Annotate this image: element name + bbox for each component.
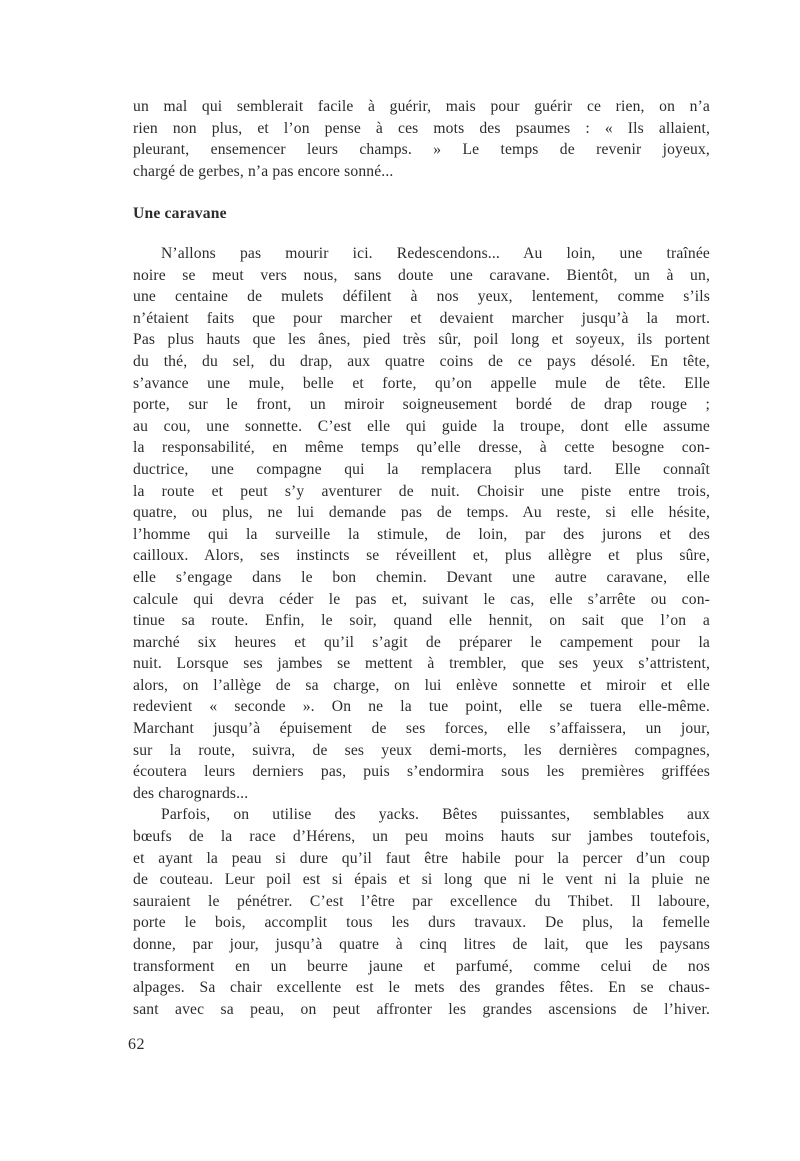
paragraph-yacks [133, 804, 710, 1020]
text-line: Pas plus hauts que les ânes, pied très sûr, poil long et soyeux, ils portent [133, 331, 710, 349]
text-line: Parfois, on utilise des yacks. Bêtes puissantes, semblables aux [161, 806, 710, 824]
text-line: noire se meut vers nous, sans doute une caravane. Bientôt, un à un, [133, 266, 710, 284]
text-line: sant avec sa peau, on peut affronter les grandes ascensions de l’hiver. [133, 1000, 710, 1018]
text-line: une centaine de mulets défilent à nos yeux, lentement, comme s’ils [133, 288, 710, 306]
text-line: ductrice, une compagne qui la remplacera plus tard. Elle connaît [133, 460, 710, 478]
text-line: du thé, du sel, du drap, aux quatre coins de ce pays désolé. En tête, [133, 352, 710, 370]
text-line: elle s’engage dans le bon chemin. Devant une autre caravane, elle [133, 568, 710, 586]
text-line: porte, sur le front, un miroir soigneusement bordé de drap rouge ; [133, 396, 710, 414]
text-line: alpages. Sa chair excellente est le mets des grandes fêtes. En se chaus- [133, 979, 710, 997]
paragraph-caravane [133, 243, 710, 804]
text-line: chargé de gerbes, n’a pas encore sonné... [133, 162, 394, 180]
text-line: s’avance une mule, belle et forte, qu’on appelle mule de tête. Elle [133, 374, 710, 392]
text-line: donne, par jour, jusqu’à quatre à cinq litres de lait, que les paysans [133, 936, 710, 953]
text-line: au cou, une sonnette. C’est elle qui guide la troupe, dont elle assume [133, 417, 710, 435]
text-line: de couteau. Leur poil est si épais et si long que ni le vent ni la pluie ne [133, 871, 710, 889]
text-line: nuit. Lorsque ses jambes se mettent à trembler, que ses yeux s’attristent, [133, 655, 710, 673]
text-line: rien non plus, et l’on pense à ces mots des psaumes : « Ils allaient, [133, 119, 710, 137]
text-line: alors, on l’allège de sa charge, on lui enlève sonnette et miroir et elle [133, 676, 710, 694]
text-line: cailloux. Alors, ses instincts se réveillent et, plus allègre et plus sûre, [133, 547, 710, 565]
section-body [133, 243, 710, 1020]
text-line: quatre, ou plus, ne lui demande pas de temps. Au reste, si elle hésite, [133, 504, 710, 522]
text-line: un mal qui semblerait facile à guérir, mais pour guérir ce rien, on n’a [133, 98, 710, 115]
page-number: 62 [128, 1036, 145, 1053]
text-line: redevient « seconde ». On ne la tue point, elle se tuera elle-même. [133, 698, 710, 716]
text-line: la route et peut s’y aventurer de nuit. Choisir une piste entre trois, [133, 482, 710, 500]
text-line: marché six heures et qu’il s’agit de préparer le campement pour la [133, 633, 710, 651]
text-line: n’étaient faits que pour marcher et devaient marcher jusqu’à la mort. [133, 309, 710, 327]
text-line: sur la route, suivra, de ses yeux demi-morts, les dernières compagnes, [133, 741, 710, 759]
text-line: pleurant, ensemencer leurs champs. » Le temps de revenir joyeux, [133, 141, 710, 159]
text-line: calcule qui devra céder le pas et, suivant le cas, elle s’arrête ou con- [133, 590, 710, 608]
text-line: la responsabilité, en même temps qu’elle dresse, à cette besogne con- [133, 439, 710, 457]
intro-paragraph [133, 96, 710, 182]
text-line: et ayant la peau si dure qu’il faut être habile pour la percer d’un coup [133, 849, 710, 867]
text-line: écoutera leurs derniers pas, puis s’endormira sous les premières griffées [133, 763, 710, 781]
text-line: l’homme qui la surveille la stimule, de loin, par des jurons et des [133, 525, 710, 543]
text-line: transforment en un beurre jaune et parfumé, comme celui de nos [133, 957, 710, 975]
text-line: tinue sa route. Enfin, le soir, quand elle hennit, on sait que l’on a [133, 612, 710, 630]
text-line: porte le bois, accomplit tous les durs travaux. De plus, la femelle [133, 914, 710, 932]
section-heading: Une caravane [133, 205, 227, 222]
text-line: N’allons pas mourir ici. Redescendons... Au loin, une traînée [161, 245, 710, 262]
text-line: sauraient le pénétrer. C’est l’être par excellence du Thibet. Il laboure, [133, 892, 710, 910]
text-line: des charognards... [133, 784, 249, 802]
text-line: Marchant jusqu’à épuisement de ses forces, elle s’affaissera, un jour, [133, 720, 710, 738]
text-line: bœufs de la race d’Hérens, un peu moins hauts sur jambes toutefois, [133, 828, 710, 846]
